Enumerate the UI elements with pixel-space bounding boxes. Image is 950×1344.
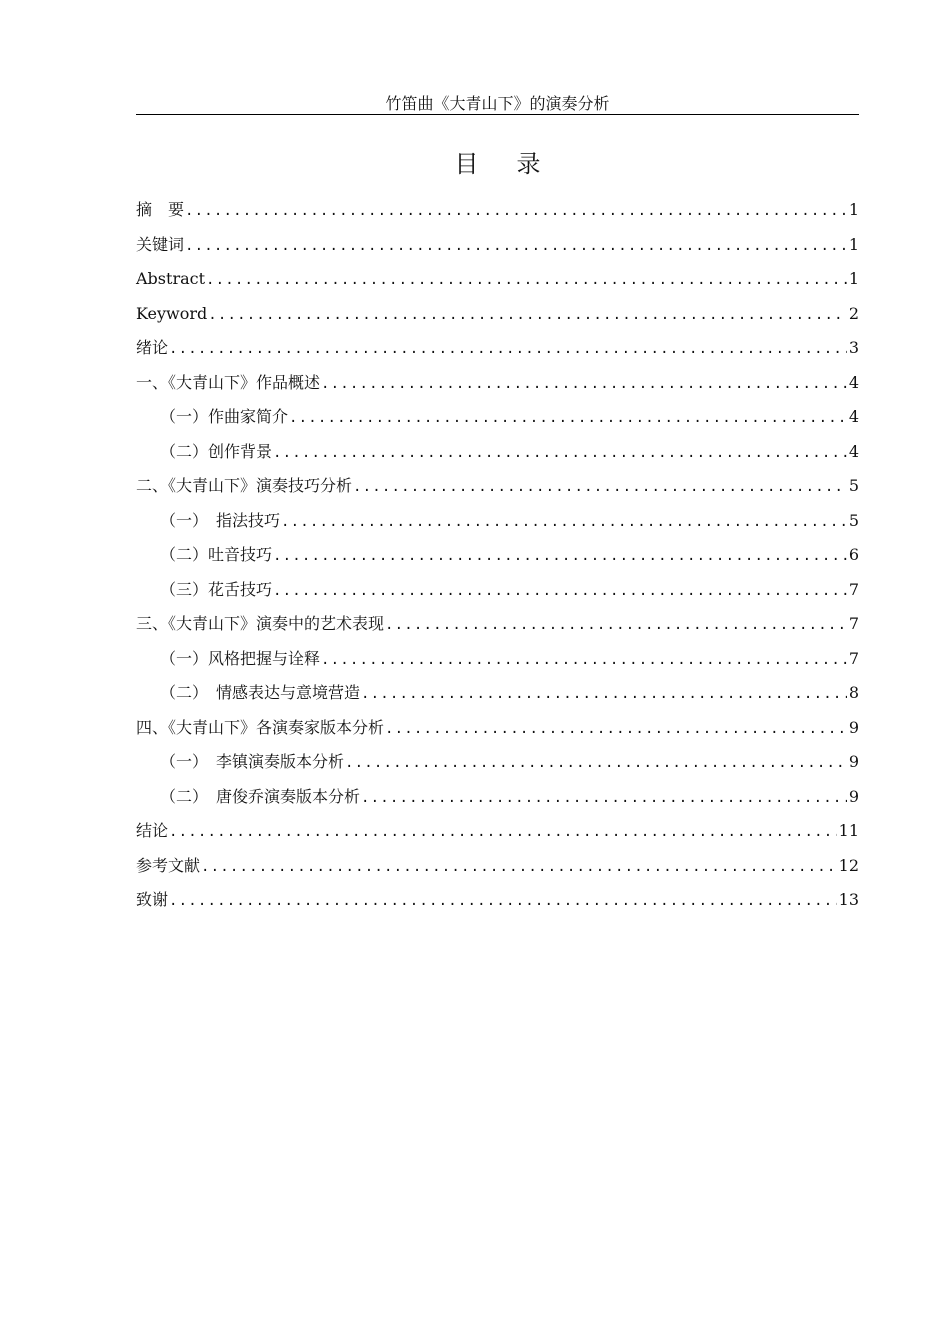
toc-entry-label: （二）创作背景: [160, 441, 273, 461]
toc-leader-dots: [169, 889, 837, 913]
toc-entry-label: （二）吐音技巧: [160, 545, 273, 564]
toc-entry[interactable]: [136, 233, 859, 268]
toc-leader-dots: [361, 682, 847, 706]
toc-entry-label: （三）花舌技巧: [160, 579, 273, 599]
toc-entry-page: 1: [848, 200, 859, 219]
toc-list: [136, 198, 859, 923]
toc-entry-page: 9: [848, 717, 859, 737]
toc-entry-label: Abstract: [136, 269, 206, 288]
toc-entry[interactable]: [136, 198, 859, 233]
toc-entry-page: 9: [848, 752, 859, 771]
toc-entry[interactable]: [136, 681, 859, 716]
toc-entry[interactable]: [136, 336, 859, 371]
toc-entry-page: 12: [838, 855, 859, 875]
toc-entry-page: 7: [848, 579, 859, 599]
toc-entry-page: 3: [848, 338, 859, 357]
toc-entry-label: 摘 要: [136, 200, 185, 219]
toc-leader-dots: [169, 337, 847, 361]
toc-entry-label: （一）作曲家简介: [160, 407, 289, 426]
toc-leader-dots: [201, 855, 837, 879]
toc-entry-page: 4: [848, 407, 859, 426]
toc-leader-dots: [385, 613, 847, 637]
toc-entry-label: 结论: [136, 821, 169, 840]
toc-leader-dots: [185, 234, 847, 258]
toc-entry-label: 参考文献: [136, 855, 201, 875]
toc-entry-label: 致谢: [136, 890, 169, 909]
toc-entry[interactable]: [136, 750, 859, 785]
toc-leader-dots: [289, 406, 847, 430]
toc-leader-dots: [273, 579, 847, 603]
toc-leader-dots: [353, 475, 847, 499]
toc-entry[interactable]: [136, 888, 859, 923]
toc-entry-page: 1: [848, 234, 859, 254]
toc-entry[interactable]: [136, 785, 859, 820]
toc-leader-dots: [361, 786, 847, 810]
toc-entry-label: 四、《大青山下》各演奏家版本分析: [136, 717, 385, 737]
toc-entry-page: 13: [838, 890, 859, 909]
toc-entry-label: Keyword: [136, 303, 208, 323]
toc-entry[interactable]: [136, 647, 859, 682]
toc-leader-dots: [385, 717, 847, 741]
toc-entry[interactable]: [136, 819, 859, 854]
toc-entry-page: 6: [848, 545, 859, 564]
toc-entry-page: 7: [848, 614, 859, 633]
toc-entry-page: 1: [848, 269, 859, 288]
toc-entry-page: 4: [848, 372, 859, 392]
toc-leader-dots: [185, 199, 847, 223]
toc-entry-label: （一）风格把握与诠释: [160, 648, 321, 668]
toc-entry-label: 绪论: [136, 338, 169, 357]
toc-leader-dots: [345, 751, 847, 775]
toc-entry-page: 7: [848, 648, 859, 668]
toc-leader-dots: [169, 820, 837, 844]
toc-entry[interactable]: [136, 716, 859, 751]
toc-entry-page: 8: [848, 683, 859, 702]
toc-entry-label: （二） 情感表达与意境营造: [160, 683, 361, 702]
toc-entry[interactable]: [136, 371, 859, 406]
running-header: 竹笛曲《大青山下》的演奏分析: [385, 94, 610, 113]
toc-leader-dots: [208, 303, 847, 327]
toc-entry-label: 二、《大青山下》演奏技巧分析: [136, 476, 353, 495]
toc-leader-dots: [281, 510, 847, 534]
toc-leader-dots: [321, 648, 847, 672]
toc-leader-dots: [273, 544, 847, 568]
toc-entry-label: （一） 李镇演奏版本分析: [160, 752, 345, 771]
toc-entry[interactable]: [136, 405, 859, 440]
header-rule: [136, 114, 859, 115]
toc-entry-page: 5: [848, 510, 859, 530]
toc-leader-dots: [273, 441, 847, 465]
toc-entry-label: 三、《大青山下》演奏中的艺术表现: [136, 614, 385, 633]
toc-entry[interactable]: [136, 578, 859, 613]
toc-entry-page: 2: [848, 303, 859, 323]
toc-title: 目录: [454, 150, 579, 178]
toc-entry[interactable]: [136, 543, 859, 578]
toc-leader-dots: [321, 372, 847, 396]
toc-entry-page: 9: [848, 786, 859, 806]
toc-entry[interactable]: [136, 440, 859, 475]
toc-entry-label: 关键词: [136, 234, 185, 254]
toc-entry-page: 11: [838, 821, 859, 840]
toc-entry[interactable]: [136, 854, 859, 889]
toc-entry-label: （二） 唐俊乔演奏版本分析: [160, 786, 361, 806]
toc-entry-page: 5: [848, 476, 859, 495]
toc-entry[interactable]: [136, 509, 859, 544]
toc-entry[interactable]: [136, 267, 859, 302]
toc-entry[interactable]: [136, 302, 859, 337]
toc-entry-page: 4: [848, 441, 859, 461]
toc-entry-label: （一） 指法技巧: [160, 510, 281, 530]
toc-leader-dots: [206, 268, 847, 292]
toc-entry-label: 一、《大青山下》作品概述: [136, 372, 321, 392]
toc-entry[interactable]: [136, 612, 859, 647]
toc-entry[interactable]: [136, 474, 859, 509]
